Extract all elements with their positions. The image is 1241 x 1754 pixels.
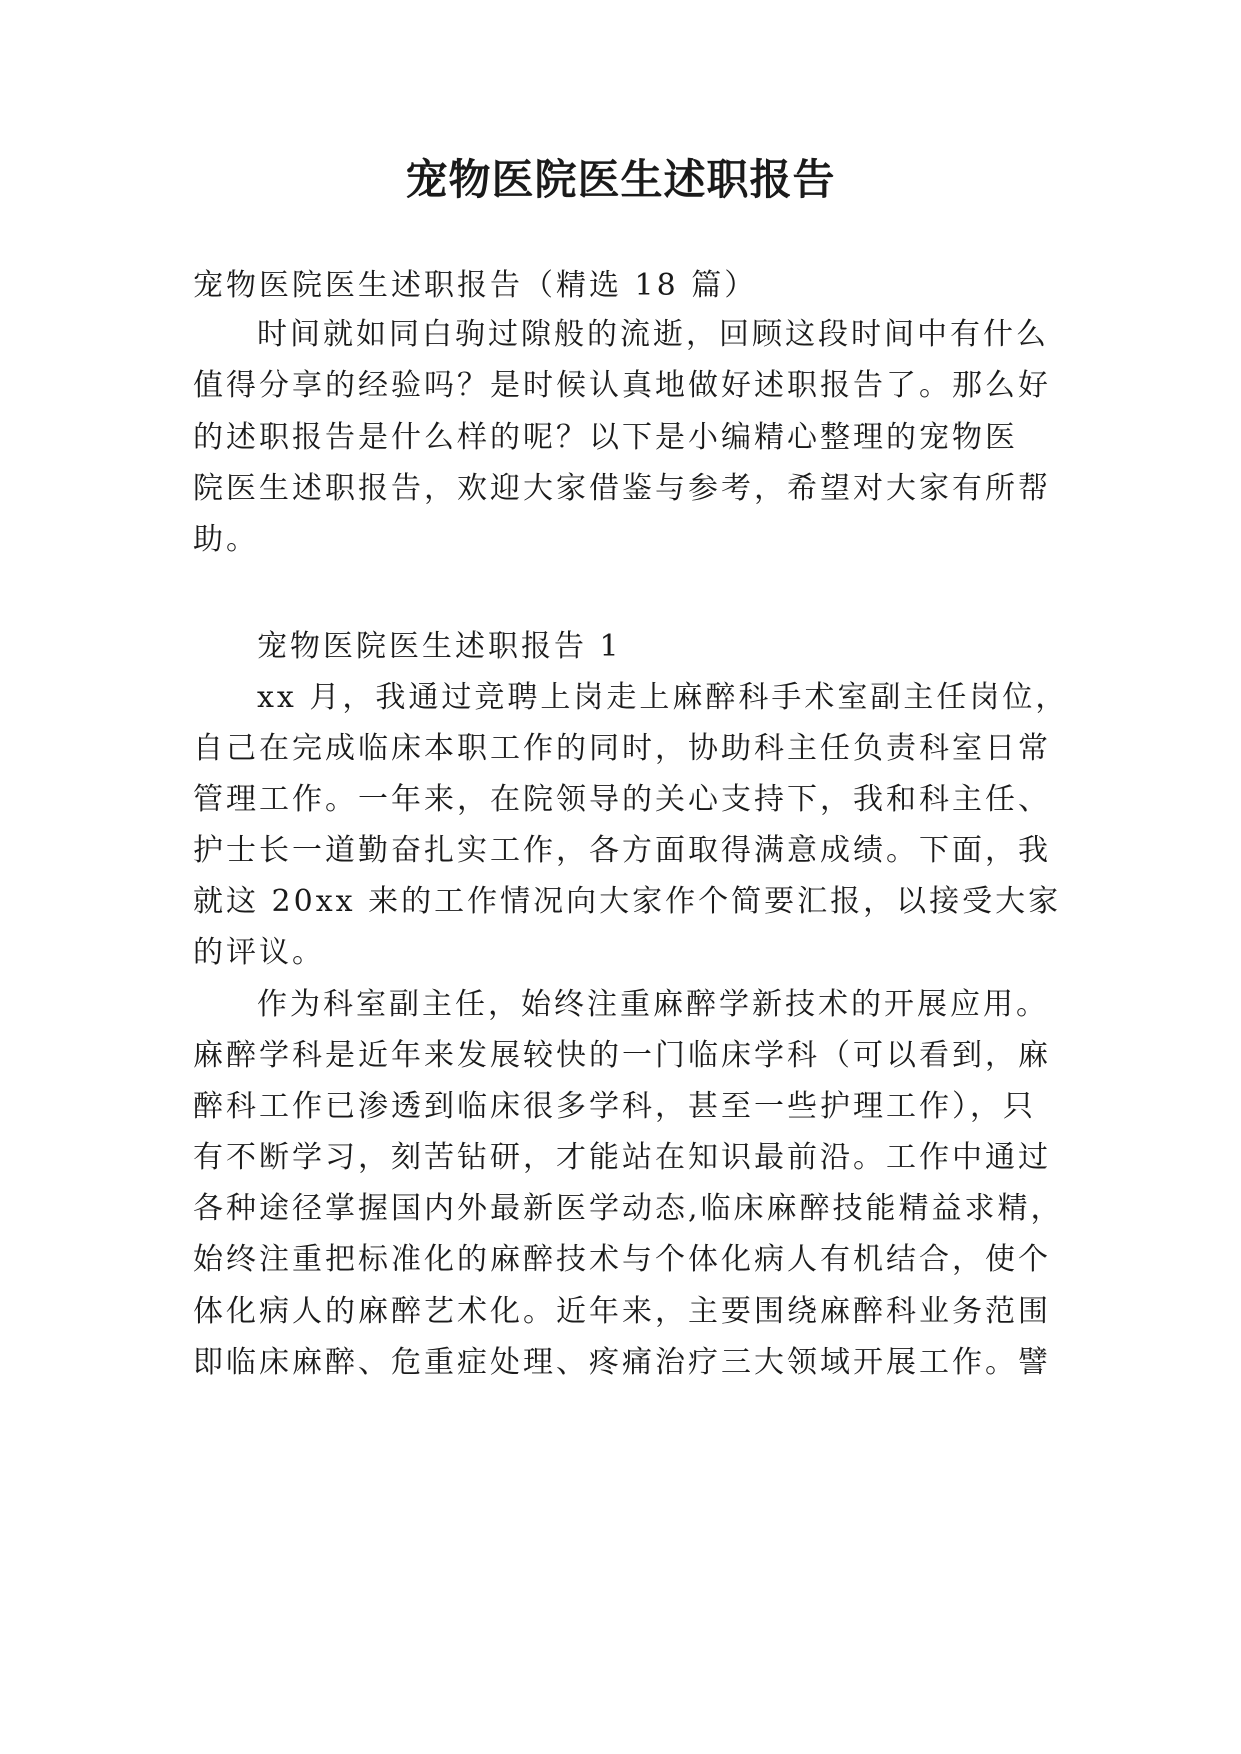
intro-line: 时间就如同白驹过隙般的流逝，回顾这段时间中有什么 [257,317,1049,352]
body-line: 各种途径掌握国内外最新医学动态,临床麻醉技能精益求精， [193,1191,1064,1226]
body-line: 即临床麻醉、危重症处理、疼痛治疗三大领域开展工作。譬 [193,1345,1051,1380]
intro-line: 助。 [193,522,259,557]
body-line: xx 月，我通过竞聘上岗走上麻醉科手术室副主任岗位， [257,680,1069,715]
body-line: 作为科室副主任，始终注重麻醉学新技术的开展应用。 [257,987,1049,1022]
subtitle-line: 宠物医院医生述职报告（精选 18 篇） [193,268,758,303]
body-line: 始终注重把标准化的麻醉技术与个体化病人有机结合，使个 [193,1242,1051,1277]
body-line: 醉科工作已渗透到临床很多学科，甚至一些护理工作），只 [193,1089,1036,1124]
body-line: 体化病人的麻醉艺术化。近年来，主要围绕麻醉科业务范围 [193,1294,1051,1329]
body-line: 的评议。 [193,935,325,970]
document-title: 宠物医院医生述职报告 [405,155,836,204]
body-line: 护士长一道勤奋扎实工作，各方面取得满意成绩。下面，我 [193,833,1051,868]
body-line: 麻醉学科是近年来发展较快的一门临床学科（可以看到，麻 [193,1038,1051,1073]
intro-line: 值得分享的经验吗？是时候认真地做好述职报告了。那么好 [193,368,1051,403]
body-line: 自己在完成临床本职工作的同时，协助科主任负责科室日常 [193,731,1051,766]
intro-line: 院医生述职报告，欢迎大家借鉴与参考，希望对大家有所帮 [193,471,1051,506]
section-heading: 宠物医院医生述职报告 1 [257,629,622,664]
body-line: 就这 20xx 来的工作情况向大家作个简要汇报，以接受大家 [193,884,1062,919]
intro-line: 的述职报告是什么样的呢？以下是小编精心整理的宠物医 [193,420,1018,455]
body-line: 有不断学习，刻苦钻研，才能站在知识最前沿。工作中通过 [193,1140,1051,1175]
body-line: 管理工作。一年来，在院领导的关心支持下，我和科主任、 [193,782,1051,817]
